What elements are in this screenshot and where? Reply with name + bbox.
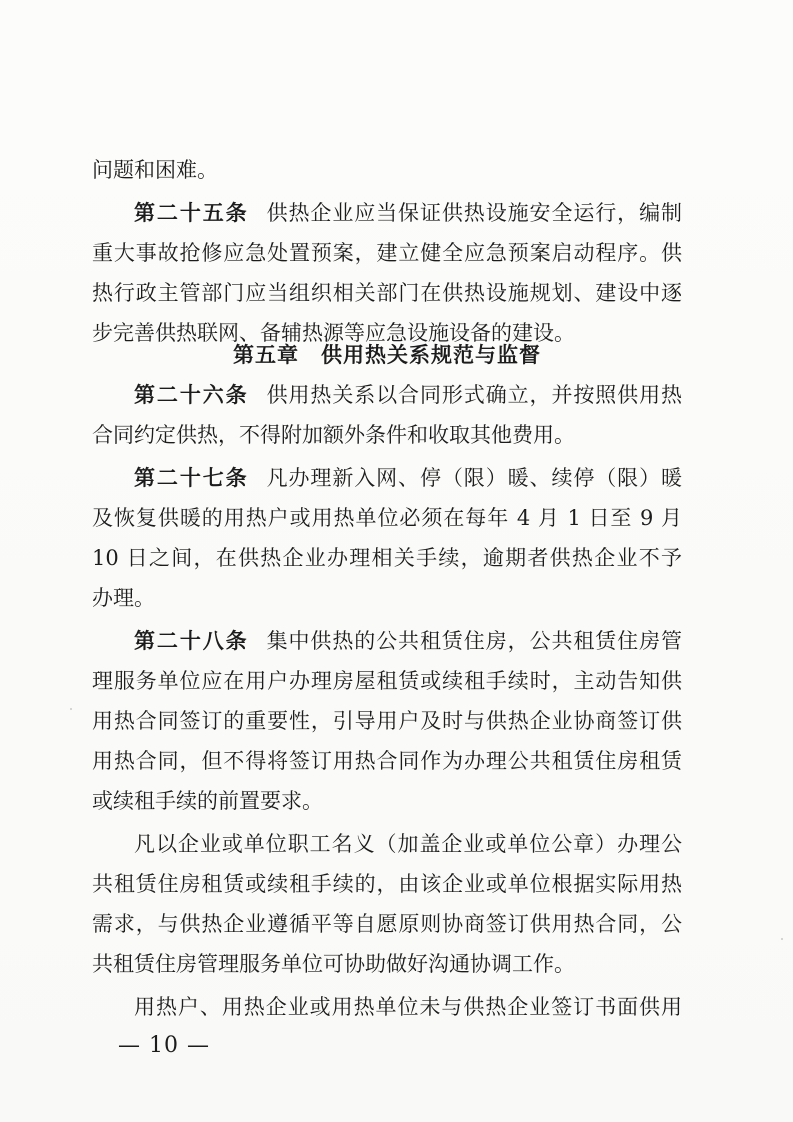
text-line: 用热户、用热企业或用热单位未与供热企业签订书面供用 xyxy=(134,995,682,1019)
article-number: 第二十六条 xyxy=(134,383,249,407)
article-number: 第二十五条 xyxy=(134,201,249,225)
text-line: 理服务单位应在用户办理房屋租赁或续租手续时，主动告知供 xyxy=(92,669,682,693)
text-line: 及恢复供暖的用热户或用热单位必须在每年 4 月 1 日至 9 月 xyxy=(92,506,682,530)
text-line: 合同约定供热，不得附加额外条件和收取其他费用。 xyxy=(92,423,575,447)
chapter-number: 第五章 xyxy=(233,343,299,367)
text-line: 或续租手续的前置要求。 xyxy=(92,789,323,813)
chapter-title: 供用热关系规范与监督 xyxy=(321,343,541,367)
scan-speck xyxy=(70,708,72,710)
text-line: 办理。 xyxy=(92,586,155,610)
text-line: 10 日之间，在供热企业办理相关手续，逾期者供热企业不予 xyxy=(92,546,682,570)
text-line: 用热合同签订的重要性，引导用户及时与供热企业协商签订供 xyxy=(92,709,682,733)
text-line: 用热合同，但不得将签订用热合同作为办理公共租赁住房租赁 xyxy=(92,749,682,773)
page-number: — 10 — xyxy=(118,1033,210,1058)
article-28-first-line: 第二十八条 集中供热的公共租赁住房，公共租赁住房管 xyxy=(134,629,682,653)
text-line: 共租赁住房管理服务单位可协助做好沟通协调工作。 xyxy=(92,952,575,976)
article-27-first-line: 第二十七条 凡办理新入网、停（限）暖、续停（限）暖 xyxy=(134,466,682,490)
text-line: 需求，与供热企业遵循平等自愿原则协商签订供用热合同，公 xyxy=(92,912,682,936)
text-line: 问题和困难。 xyxy=(92,158,218,182)
article-26-first-line: 第二十六条 供用热关系以合同形式确立，并按照供用热 xyxy=(134,383,682,407)
article-25-first-line: 第二十五条 供热企业应当保证供热设施安全运行，编制 xyxy=(134,201,682,225)
scan-speck xyxy=(781,938,783,940)
article-number: 第二十八条 xyxy=(134,629,249,653)
text-line: 共租赁住房租赁或续租手续的，由该企业或单位根据实际用热 xyxy=(92,872,682,896)
text-line: 步完善供热联网、备辅热源等应急设施设备的建设。 xyxy=(92,321,575,345)
text-line: 凡以企业或单位职工名义（加盖企业或单位公章）办理公 xyxy=(134,832,682,856)
chapter-heading xyxy=(92,337,682,373)
article-number: 第二十七条 xyxy=(134,466,249,490)
text-line: 重大事故抢修应急处置预案，建立健全应急预案启动程序。供 xyxy=(92,241,682,265)
text-line: 热行政主管部门应当组织相关部门在供热设施规划、建设中逐 xyxy=(92,281,682,305)
